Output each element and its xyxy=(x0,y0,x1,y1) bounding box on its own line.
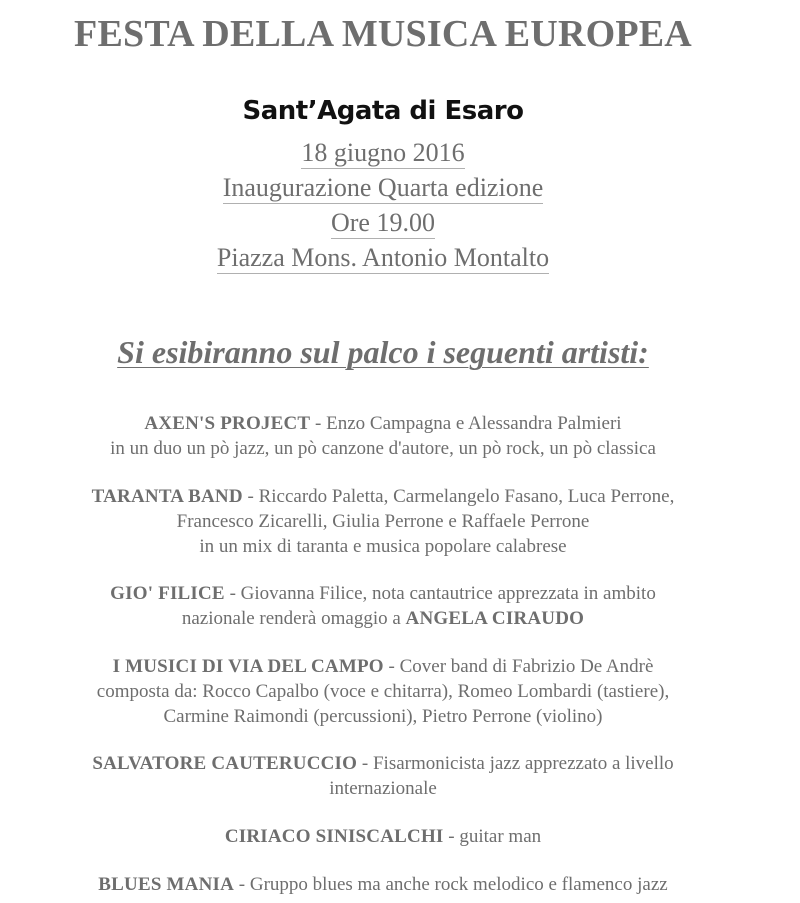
event-location: Piazza Mons. Antonio Montalto xyxy=(216,243,550,272)
event-time: Ore 19.00 xyxy=(331,208,435,237)
act-name: AXEN'S PROJECT xyxy=(144,413,311,434)
act-name: CIRIACO SINISCALCHI xyxy=(224,826,444,847)
act-item: AXEN'S PROJECT - Enzo Campagna e Alessandra Palmieri in un duo un pò jazz, un pò canzone d'autore, un pò rock, un pò classica xyxy=(110,413,656,459)
act-name: SALVATORE CAUTERUCCIO xyxy=(92,753,358,774)
act-name: I MUSICI DI VIA DEL CAMPO xyxy=(112,656,384,677)
act-name: BLUES MANIA xyxy=(98,874,235,895)
act-item: SALVATORE CAUTERUCCIO - Fisarmonicista jazz apprezzato a livello internazionale xyxy=(92,753,674,799)
act-item: GIO' FILICE - Giovanna Filice, nota cantautrice apprezzata in ambito nazionale renderà omaggio a ANGELA CIRAUDO xyxy=(110,583,656,629)
act-item: BLUES MANIA - Gruppo blues ma anche rock melodico e flamenco jazz xyxy=(98,874,668,895)
event-date: 18 giugno 2016 xyxy=(301,138,465,167)
event-town: Sant’Agata di Esaro xyxy=(242,96,524,126)
act-item: CIRIACO SINISCALCHI - guitar man xyxy=(224,826,542,847)
act-item: I MUSICI DI VIA DEL CAMPO - Cover band di Fabrizio De Andrè composta da: Rocco Capalbo (voce e chitarra), Romeo Lombardi (tastiere), Carmine Raimondi (percussioni), Pietro Perrone (violino) xyxy=(96,656,670,727)
page-title: FESTA DELLA MUSICA EUROPEA xyxy=(74,13,692,55)
event-edition: Inaugurazione Quarta edizione xyxy=(222,173,544,202)
act-name: TARANTA BAND xyxy=(91,486,243,507)
artists-heading: Si esibiranno sul palco i seguenti artisti: xyxy=(117,334,649,370)
act-name: GIO' FILICE xyxy=(110,583,225,604)
act-item: TARANTA BAND - Riccardo Paletta, Carmelangelo Fasano, Luca Perrone, Francesco Zicarelli, Giulia Perrone e Raffaele Perrone in un mix di taranta e musica popolare calabrese xyxy=(91,486,675,557)
